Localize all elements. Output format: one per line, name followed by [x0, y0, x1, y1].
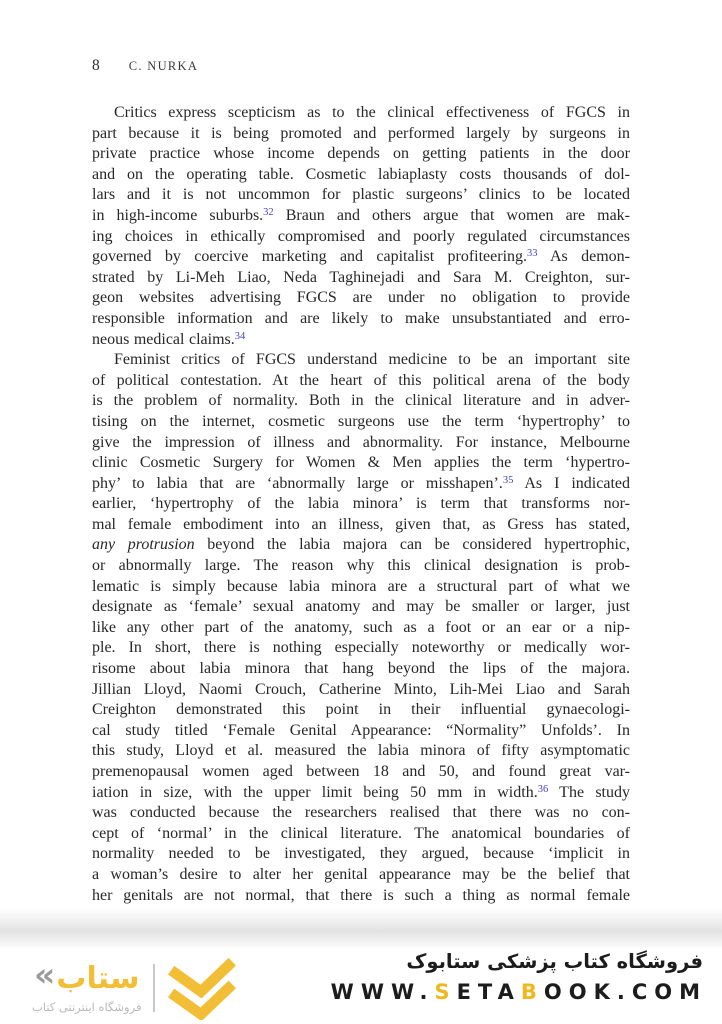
text-line: mal female embodiment into an illness, given that, as Gress has stated, [92, 515, 630, 533]
text-line: Critics express scepticism as to the clinical effectiveness of FGCS in [114, 104, 630, 121]
logo-caption: فروشگاه اینترنتی کتاب [32, 999, 142, 1014]
double-chevron-s-icon [164, 956, 238, 1020]
url-text: WWW. [330, 980, 435, 1004]
text-line: of political contestation. At the heart of this political arena of the body [92, 371, 630, 389]
text-line: Creighton demonstrated this point in their influential gynaecologi- [92, 701, 630, 719]
url-text: ETA [456, 980, 521, 1004]
logo-wordmark [33, 954, 140, 996]
text-line: clinic Cosmetic Surgery for Women & Men applies the term ‘hypertro- [92, 454, 630, 472]
text-line: her genitals are not normal, that there is such a thing as normal female [92, 886, 630, 904]
italic-text: any protrusion [92, 536, 195, 554]
text-line: geon websites advertising FGCS are under no obligation to provide [92, 289, 630, 307]
url-text: OOK.COM [543, 980, 707, 1004]
page-body [92, 103, 630, 906]
logo-wordmark-text: ستاب [56, 961, 140, 996]
text-line: part because it is being promoted and performed largely by surgeons in [92, 124, 630, 142]
footnote-ref: 33 [527, 248, 538, 260]
text-line: any protrusion beyond the labia majora can be considered hypertrophic, [92, 536, 631, 554]
footnote-ref: 34 [234, 330, 246, 342]
text-line: like any other part of the anatomy, such as a foot or an ear or a nip- [92, 618, 630, 636]
text-line: Jillian Lloyd, Naomi Crouch, Catherine Minto, Lih-Mei Liao and Sarah [92, 680, 630, 698]
text-line: responsible information and are likely to make unsubstantiated and erro- [92, 309, 630, 327]
text-line: cal study titled ‘Female Genital Appearance: “Normality” Unfolds’. In [92, 721, 630, 739]
text-line: or abnormally large. The reason why this clinical designation is prob- [92, 557, 630, 575]
page-number: 8 [92, 57, 100, 74]
text-line: lematic is simply because labia minora are a structural part of what we [92, 577, 630, 595]
running-head-author: C. NURKA [128, 59, 199, 73]
paragraph [92, 103, 630, 350]
text-line: a woman’s desire to alter her genital appearance may be the belief that [92, 865, 630, 883]
watermark-footer [0, 948, 722, 1024]
running-header [92, 57, 630, 75]
store-url [331, 980, 707, 1004]
footnote-ref: 36 [537, 783, 549, 795]
text-line: was conducted because the researchers realised that there was no con- [92, 804, 630, 822]
paragraph [92, 350, 630, 906]
text-line: and on the operating table. Cosmetic labiaplasty costs thousands of dol- [92, 165, 630, 183]
text-line: iation in size, with the upper limit being 50 mm in width.$^{36}$ The study [92, 783, 630, 801]
logo-text-block [32, 954, 142, 1014]
text-line: earlier, ‘hypertrophy of the labia minora’ is term that transforms nor- [92, 495, 630, 513]
text-line: in high-income suburbs.$^{32}$ Braun and others argue that women are mak- [92, 206, 631, 224]
text-line: give the impression of illness and abnormality. For instance, Melbourne [92, 433, 630, 451]
text-line: private practice whose income depends on getting patients in the door [92, 145, 630, 163]
text-line: Feminist critics of FGCS understand medicine to be an important site [114, 351, 630, 369]
text-line: governed by coercive marketing and capitalist profiteering.$^{33}$ As demon- [92, 248, 630, 266]
text-line: ple. In short, there is nothing especially noteworthy or medically wor- [92, 639, 630, 657]
url-accent-letter: S [434, 980, 457, 1004]
text-line: normality needed to be investigated, they argued, because ‘implicit in [92, 845, 630, 863]
text-line: lars and it is not uncommon for plastic surgeons’ clinics to be located [92, 186, 630, 204]
text-line: premenopausal women aged between 18 and 50, and found great var- [92, 763, 630, 780]
footer-store-info [331, 950, 707, 1004]
text-line: designate as ‘female’ sexual anatomy and may be smaller or larger, just [92, 598, 630, 616]
text-line: strated by Li-Meh Liao, Neda Taghinejadi and Sara M. Creighton, sur- [92, 268, 630, 286]
text-line: ing choices in ethically compromised and poorly regulated circumstances [92, 227, 630, 245]
guillemet-icon: « [33, 954, 56, 994]
text-line: tising on the internet, cosmetic surgeons use the term ‘hypertrophy’ to [92, 412, 630, 430]
text-line: phy’ to labia that are ‘abnormally large or misshapen’.$^{35}$ As I indicated [92, 474, 630, 492]
text-line: this study, Lloyd et al. measured the labia minora of fifty asymptomatic [92, 742, 630, 760]
store-name: فروشگاه کتاب پزشکی ستابوک [406, 950, 703, 973]
footer-divider [153, 964, 155, 1012]
scan-shadow-band [0, 908, 722, 950]
text-line: is the problem of normality. Both in the clinical literature and in adver- [92, 392, 630, 410]
footnote-ref: 32 [263, 206, 274, 218]
text-line: cept of ‘normal’ in the clinical literature. The anatomical boundaries of [92, 824, 630, 842]
footnote-ref: 35 [502, 474, 514, 486]
text-line: risome about labia minora that hang beyond the lips of the majora. [92, 660, 630, 678]
url-accent-letter: B [520, 980, 544, 1004]
text-line: neous medical claims.$^{34}$ [92, 330, 246, 348]
setabook-logo [32, 956, 238, 1020]
